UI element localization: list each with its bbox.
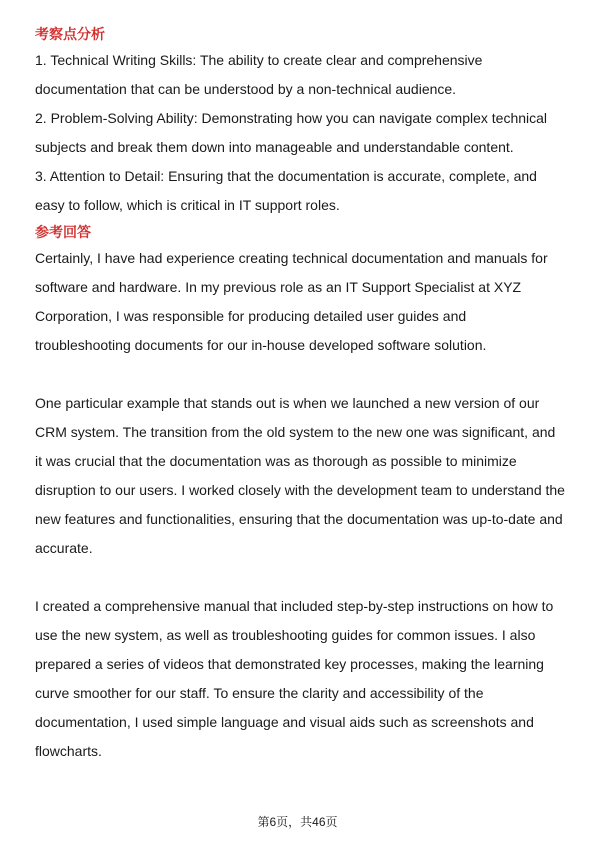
analysis-item-2: 2. Problem-Solving Ability: Demonstrating how you can navigate complex technical subjects and break them down into manageable and understandable content. bbox=[35, 110, 548, 155]
section-heading-answer: 参考回答 bbox=[35, 224, 91, 240]
paragraph-spacer bbox=[35, 360, 565, 389]
paragraph-spacer bbox=[35, 563, 565, 592]
answer-paragraph-2: One particular example that stands out is when we launched a new version of our CRM system. The transition from the old system to the new one was significant, and it was crucial that the documentation was as thorough as possible to minimize disruption to our users. I worked closely with the development team to understand the new features and functionalities, ensuring that the documentation was up-to-date and accurate. bbox=[35, 395, 565, 556]
analysis-item-1: 1. Technical Writing Skills: The ability to create clear and comprehensive documentation that can be understood by a non-technical audience. bbox=[35, 52, 483, 97]
section-heading-analysis: 考察点分析 bbox=[35, 26, 105, 42]
answer-paragraph-3: I created a comprehensive manual that included step-by-step instructions on how to use the new system, as well as troubleshooting guides for common issues. I also prepared a series of videos that demonstrated key processes, making the learning curve smoother for our staff. To ensure the clarity and accessibility of the documentation, I used simple language and visual aids such as screenshots and flowcharts. bbox=[35, 598, 554, 759]
analysis-item-3: 3. Attention to Detail: Ensuring that the documentation is accurate, complete, and easy to follow, which is critical in IT support roles. bbox=[35, 168, 537, 213]
answer-paragraph-1: Certainly, I have had experience creating technical documentation and manuals for software and hardware. In my previous role as an IT Support Specialist at XYZ Corporation, I was responsible for producing detailed user guides and troubleshooting documents for our in-house developed software solution. bbox=[35, 250, 548, 353]
page-content bbox=[35, 22, 565, 766]
page-number-footer: 第6页，共46页 bbox=[257, 815, 338, 829]
